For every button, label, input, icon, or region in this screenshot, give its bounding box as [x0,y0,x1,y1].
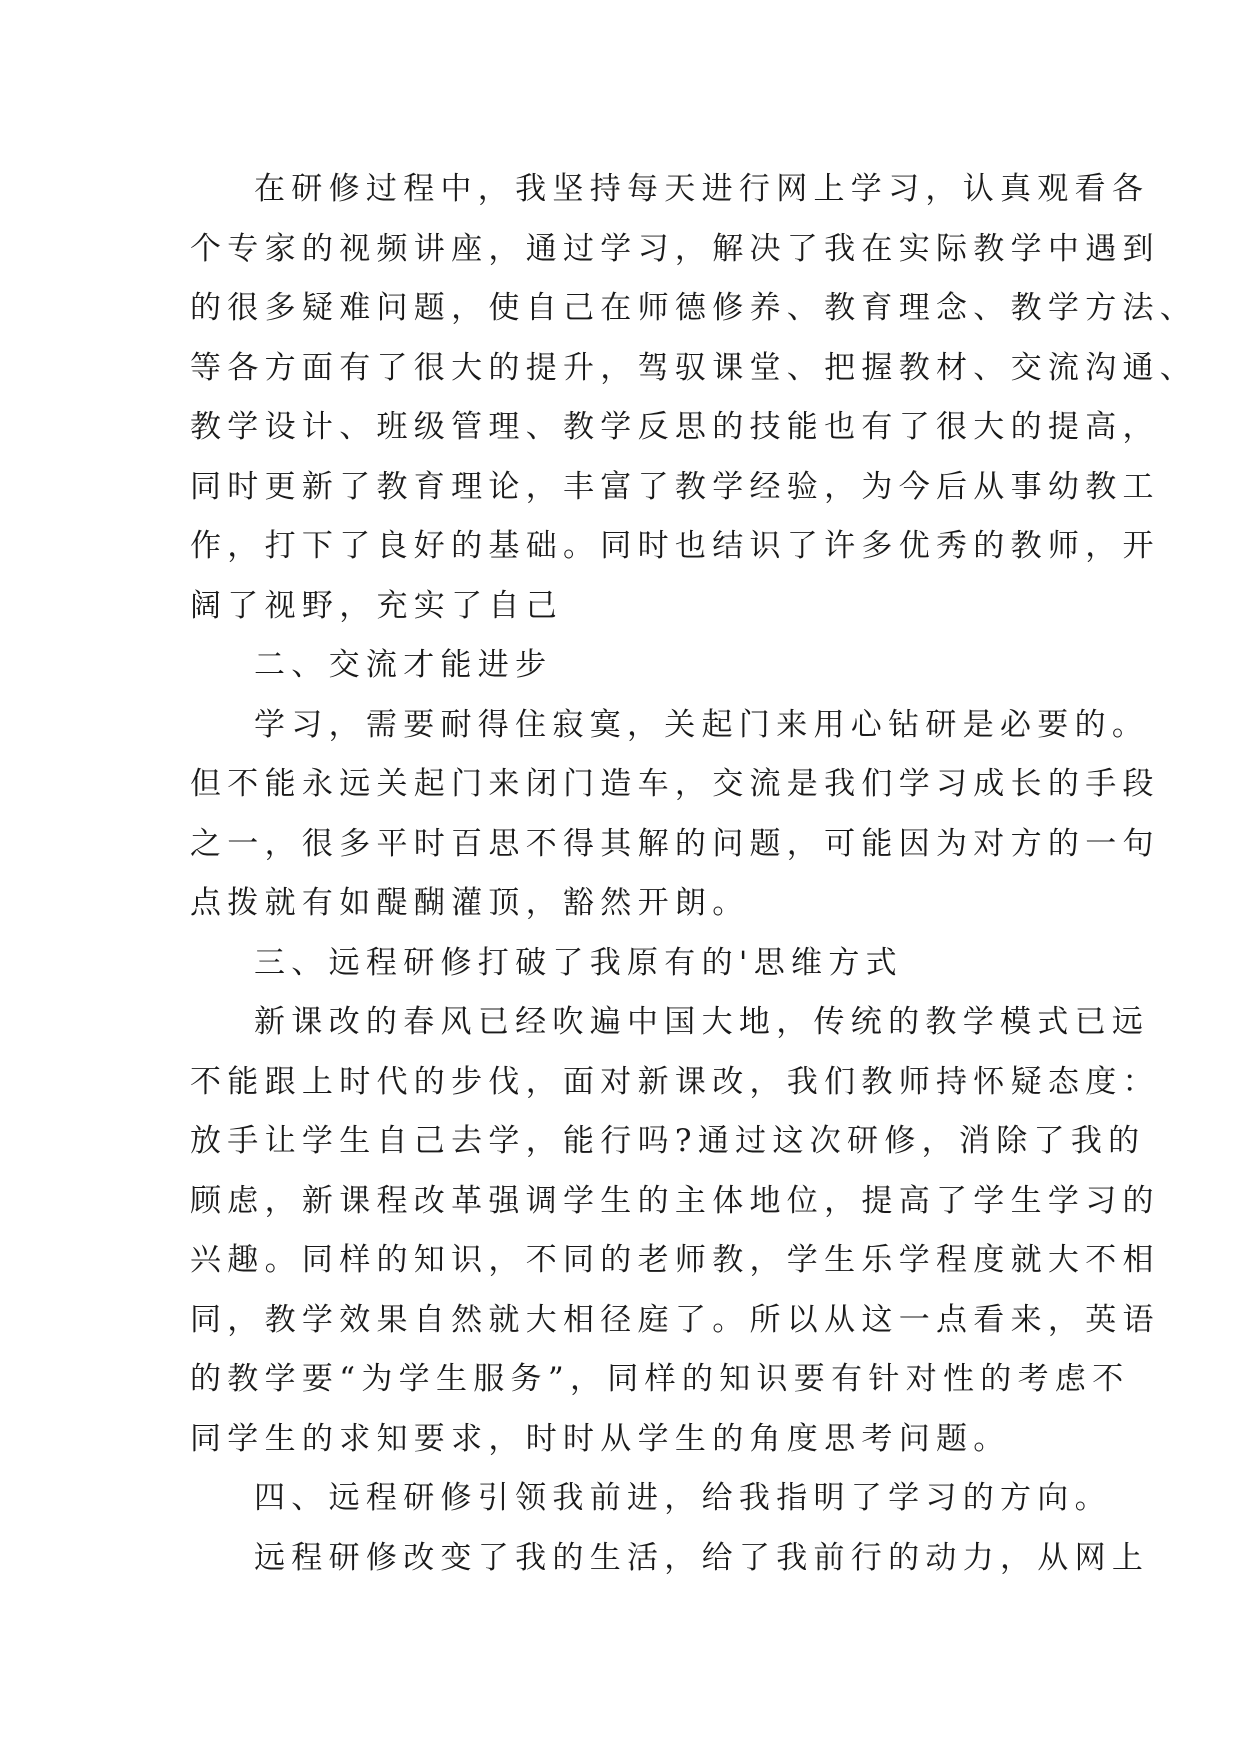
text-line: 等各方面有了很大的提升，驾驭课堂、把握教材、交流沟通、 [190,349,1198,386]
text-line: 之一，很多平时百思不得其解的问题，可能因为对方的一句 [190,825,1160,862]
section-heading: 二、交流才能进步 [254,647,553,683]
text-line: 同，教学效果自然就大相径庭了。所以从这一点看来，英语 [190,1301,1160,1338]
text-line: 新课改的春风已经吹遍中国大地，传统的教学模式已远 [254,1004,1150,1040]
text-line: 同时更新了教育理论，丰富了教学经验，为今后从事幼教工 [190,468,1160,505]
section-heading: 三、远程研修打破了我原有的'思维方式 [254,944,903,981]
text-line: 的很多疑难问题，使自己在师德修养、教育理念、教学方法、 [190,290,1198,326]
text-line: 放手让学生自己去学，能行吗?通过这次研修，消除了我的 [190,1123,1146,1159]
text-line: 阔了视野，充实了自己 [190,587,563,624]
text-line: 在研修过程中，我坚持每天进行网上学习，认真观看各 [254,171,1150,207]
text-line: 个专家的视频讲座，通过学习，解决了我在实际教学中遇到 [190,230,1160,267]
text-line: 点拨就有如醍醐灌顶，豁然开朗。 [190,885,750,921]
text-line: 作，打下了良好的基础。同时也结识了许多优秀的教师，开 [190,528,1160,564]
text-line: 同学生的求知要求，时时从学生的角度思考问题。 [190,1420,1011,1457]
text-line: 学习，需要耐得住寂寞，关起门来用心钻研是必要的。 [254,706,1150,743]
text-line: 顾虑，新课程改革强调学生的主体地位，提高了学生学习的 [190,1182,1160,1219]
document-body [190,160,1198,1588]
text-line: 的教学要“为学生服务”，同样的知识要有针对性的考虑不 [190,1361,1130,1397]
text-line: 远程研修改变了我的生活，给了我前行的动力，从网上 [254,1539,1150,1576]
text-line: 但不能永远关起门来闭门造车，交流是我们学习成长的手段 [190,766,1160,802]
text-line: 教学设计、班级管理、教学反思的技能也有了很大的提高， [190,409,1160,445]
text-line: 不能跟上时代的步伐，面对新课改，我们教师持怀疑态度： [190,1063,1160,1100]
section-heading: 四、远程研修引领我前进，给我指明了学习的方向。 [254,1480,1112,1516]
text-line: 兴趣。同样的知识，不同的老师教，学生乐学程度就大不相 [190,1242,1160,1278]
